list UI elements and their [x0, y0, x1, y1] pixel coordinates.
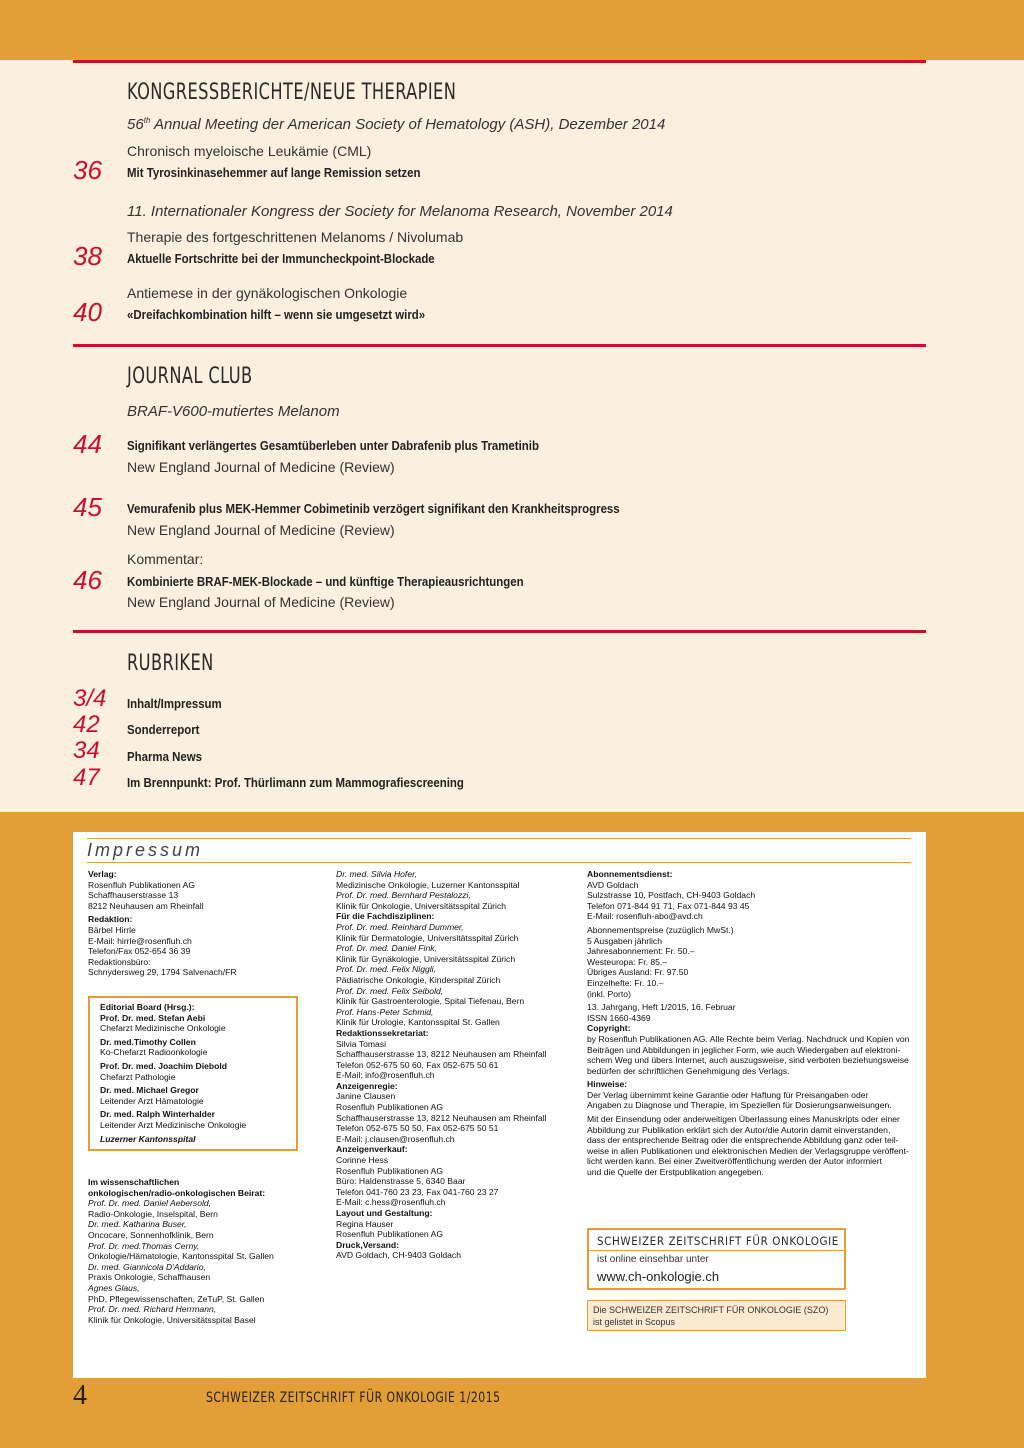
- board-member-role: Leitender Arzt Hämatologie: [100, 1095, 204, 1106]
- text-line: Telefon 041-760 23 23, Fax 041-760 23 27: [336, 1186, 499, 1197]
- person-affiliation: Pädiatrische Onkologie, Kinderspital Zürich: [336, 974, 501, 985]
- text-line: ist gelistet in Scopus: [593, 1317, 676, 1327]
- toc-article-title[interactable]: Kombinierte BRAF-MEK-Blockade – und künftige Therapieausrichtungen: [127, 574, 524, 589]
- email-link[interactable]: E-Mail: hirrle@rosenfluh.ch: [88, 935, 192, 946]
- toc-page-number[interactable]: 40: [73, 297, 102, 327]
- person-affiliation: Oncocare, Sonnenhofklinik, Bern: [88, 1229, 214, 1240]
- toc-article-title[interactable]: Vemurafenib plus MEK-Hemmer Cobimetinib verzögert signifikant den Krankheitsprogress: [127, 501, 620, 516]
- toc-page-number[interactable]: 45: [73, 492, 102, 522]
- person-name: Prof. Dr. med. Felix Niggli,: [336, 964, 436, 975]
- text-line: AVD Goldach, CH-9403 Goldach: [336, 1250, 461, 1261]
- person-name: Prof. Dr. med. Bernhard Pestalozzi,: [336, 890, 471, 901]
- text-line: Rosenfluh Publikationen AG: [336, 1102, 444, 1113]
- journal-footer: SCHWEIZER ZEITSCHRIFT FÜR ONKOLOGIE 1/2015: [206, 1390, 501, 1406]
- text-line: schem Weg und übers Internet, auch auszugsweise, sind verboten beziehungsweise: [587, 1055, 909, 1066]
- text-line: Schnydersweg 29, 1794 Salvenach/FR: [88, 967, 237, 978]
- text-line: Westeuropa: Fr. 85.–: [587, 956, 668, 967]
- text-line: Janine Clausen: [336, 1091, 396, 1102]
- board-member-role: Chefarzt Pathologie: [100, 1071, 176, 1082]
- impressum-column-1: [88, 869, 323, 978]
- person-name: Prof. Dr. med. Richard Herrmann,: [88, 1304, 217, 1315]
- toc-page-number[interactable]: 44: [73, 429, 102, 459]
- toc-source: New England Journal of Medicine (Review): [127, 522, 395, 538]
- section-title-journal-club: JOURNAL CLUB: [127, 364, 253, 389]
- email-link[interactable]: E-Mail: j.clausen@rosenfluh.ch: [336, 1133, 455, 1144]
- section-rule: [73, 60, 926, 63]
- email-link[interactable]: E-Mail: rosenfluh-abo@avd.ch: [587, 911, 703, 922]
- section-rule: [73, 344, 926, 347]
- section-title-rubriken: RUBRIKEN: [127, 651, 214, 676]
- person-name: Agnes Glaus,: [88, 1282, 140, 1293]
- person-name: Dr. med. Giannicola D'Addario,: [88, 1261, 206, 1272]
- person-name: Prof. Dr. med. Reinhard Dummer,: [336, 921, 464, 932]
- abonnement-heading: Abonnementsdienst:: [587, 869, 673, 879]
- toc-page-number[interactable]: 3/4: [73, 685, 107, 712]
- toc-source: New England Journal of Medicine (Review): [127, 594, 395, 610]
- layout-heading: Layout und Gestaltung:: [336, 1208, 433, 1218]
- meeting-ordinal: th: [143, 116, 151, 125]
- person-name: Prof. Dr. med. Daniel Fink,: [336, 943, 437, 954]
- toc-page-number[interactable]: 46: [73, 565, 102, 595]
- text-line: Angaben zu Diagnose und Therapie, im Speziellen für Dosierungsanweisungen.: [587, 1100, 892, 1111]
- text-line: Telefon 052-675 50 50, Fax 052-675 50 51: [336, 1123, 499, 1134]
- beirat-list: [88, 1177, 328, 1325]
- text-line: Der Verlag übernimmt keine Garantie oder Haftung für Preisangaben oder: [587, 1089, 869, 1100]
- toc-source: New England Journal of Medicine (Review): [127, 459, 395, 475]
- board-member-name: Dr. med. Ralph Winterhalder: [100, 1109, 216, 1120]
- text-line: licht werden kann. Bei einer Zweitveröffentlichung werden der Autor informiert: [587, 1156, 883, 1167]
- text-line: Beiträgen und Abbildungen in jeglicher Form, wie auch Wiedergaben auf elektroni-: [587, 1044, 901, 1055]
- text-line: AVD Goldach: [587, 879, 639, 890]
- person-affiliation: Praxis Onkologie, Schaffhausen: [88, 1272, 211, 1283]
- redaktion-heading: Redaktion:: [88, 914, 133, 925]
- impressum-column-2: [336, 869, 576, 1261]
- board-heading: Editorial Board (Hrsg.):: [100, 1002, 195, 1012]
- person-name: Dr. med. Silvia Hofer,: [336, 869, 417, 879]
- page-number: 4: [73, 1380, 87, 1411]
- fachdisziplinen-heading: Für die Fachdisziplinen:: [336, 911, 435, 922]
- impressum-top-rule: [87, 838, 911, 839]
- text-line: 8212 Neuhausen am Rheinfall: [88, 900, 204, 911]
- text-line: Telefon/Fax 052-654 36 39: [88, 946, 191, 957]
- text-line: Regina Hauser: [336, 1218, 394, 1229]
- toc-article-title[interactable]: «Dreifachkombination hilft – wenn sie umgesetzt wird»: [127, 307, 426, 322]
- online-box-note: ist online einsehbar unter: [597, 1254, 709, 1265]
- meeting-number: 56: [127, 116, 144, 133]
- text-line: Bärbel Hirrle: [88, 924, 136, 935]
- druck-heading: Druck,Versand:: [336, 1239, 400, 1250]
- text-line: bedürfen der schriftlichen Genehmigung des Verlags.: [587, 1065, 790, 1076]
- section-rule: [73, 630, 926, 633]
- text-line: by Rosenfluh Publikationen AG. Alle Rechte beim Verlag. Nachdruck und Kopien von: [587, 1033, 910, 1044]
- meeting-title: 11. Internationaler Kongress der Society for Melanoma Research, November 2014: [127, 203, 673, 220]
- toc-page-number[interactable]: 47: [73, 764, 100, 791]
- text-line: Abonnementspreise (zuzüglich MwSt.): [587, 924, 734, 935]
- online-box-title: SCHWEIZER ZEITSCHRIFT FÜR ONKOLOGIE: [597, 1234, 839, 1248]
- text-line: Büro: Haldenstrasse 5, 6340 Baar: [336, 1176, 466, 1187]
- impressum-panel: [73, 832, 926, 1378]
- toc-subtitle: Therapie des fortgeschrittenen Melanoms / Nivolumab: [127, 229, 464, 245]
- board-member-name: Dr. med.Timothy Collen: [100, 1036, 196, 1047]
- text-line: Mit der Einsendung oder anderweitigen Überlassung eines Manuskripts oder einer: [587, 1114, 900, 1125]
- board-member-name: Dr. med. Michael Gregor: [100, 1085, 199, 1096]
- editorial-board-box: [88, 996, 298, 1151]
- text-line: Übriges Ausland: Fr. 97.50: [587, 967, 689, 978]
- text-line: Telefon 052-675 50 60, Fax 052-675 50 61: [336, 1059, 499, 1070]
- hinweise-heading: Hinweise:: [587, 1079, 628, 1090]
- toc-article-title[interactable]: Pharma News: [127, 749, 203, 764]
- person-affiliation: Klinik für Gastroenterologie, Spital Tiefenau, Bern: [336, 996, 525, 1007]
- board-organisation: Luzerner Kantonsspital: [100, 1133, 196, 1144]
- toc-article-title[interactable]: Aktuelle Fortschritte bei der Immuncheckpoint-Blockade: [127, 251, 435, 266]
- board-member-name: Prof. Dr. med. Joachim Diebold: [100, 1060, 228, 1071]
- text-line: Einzelhefte: Fr. 10.–: [587, 977, 664, 988]
- board-member-name: Prof. Dr. med. Stefan Aebi: [100, 1012, 206, 1023]
- beirat-heading: onkologischen/radio-onkologischen Beirat:: [88, 1187, 266, 1198]
- anzeigenverkauf-heading: Anzeigenverkauf:: [336, 1144, 408, 1155]
- toc-article-title[interactable]: Im Brennpunkt: Prof. Thürlimann zum Mammografiescreening: [127, 775, 464, 790]
- board-member-role: Chefarzt Medizinische Onkologie: [100, 1023, 226, 1034]
- text-line: Redaktionsbüro:: [88, 956, 151, 967]
- person-affiliation: Klinik für Onkologie, Universitätsspital Basel: [88, 1314, 256, 1325]
- board-member-role: Leitender Arzt Medizinische Onkologie: [100, 1119, 247, 1130]
- toc-article-title[interactable]: Signifikant verlängertes Gesamtüberleben unter Dabrafenib plus Trametinib: [127, 438, 539, 453]
- journal-topic: BRAF-V600-mutiertes Melanom: [127, 403, 340, 420]
- person-name: Prof. Dr. med.Thomas Cerny,: [88, 1240, 200, 1251]
- sekretariat-heading: Redaktionssekretariat:: [336, 1027, 429, 1038]
- text-line: Schaffhauserstrasse 13: [88, 890, 179, 901]
- toc-page-number[interactable]: 34: [73, 737, 100, 764]
- person-name: Prof. Hans-Peter Schmid,: [336, 1006, 434, 1017]
- person-affiliation: Medizinische Onkologie, Luzerner Kantonsspital: [336, 879, 520, 890]
- copyright-heading: Copyright:: [587, 1023, 631, 1034]
- person-name: Prof. Dr. med. Felix Seibold,: [336, 985, 444, 996]
- text-line: (inkl. Porto): [587, 988, 631, 999]
- toc-page-number[interactable]: 36: [73, 155, 102, 185]
- toc-page-number[interactable]: 42: [73, 711, 100, 738]
- text-line: weise in allen Publikationen und elektronischen Medien der Verlagsgruppe veröffent-: [587, 1145, 909, 1156]
- person-affiliation: Radio-Onkologie, Inselspital, Bern: [88, 1208, 218, 1219]
- text-line: 5 Ausgaben jährlich: [587, 935, 663, 946]
- impressum-bottom-rule: [87, 862, 911, 863]
- online-box-divider: [589, 1250, 844, 1251]
- text-line: Rosenfluh Publikationen AG: [336, 1229, 444, 1240]
- text-line: Sulzstrasse 10, Postfach, CH-9403 Goldach: [587, 890, 756, 901]
- impressum-heading: Impressum: [87, 840, 204, 860]
- text-line: Abbildung zur Publikation erklärt sich der Autor/die Autorin damit einverstanden,: [587, 1124, 891, 1135]
- toc-subtitle: Chronisch myeloische Leukämie (CML): [127, 143, 372, 159]
- person-affiliation: Klinik für Onkologie, Universitätsspital Zürich: [336, 900, 507, 911]
- person-name: Dr. med. Katharina Buser,: [88, 1219, 187, 1230]
- person-affiliation: Klinik für Dermatologie, Universitätsspital Zürich: [336, 932, 519, 943]
- text-line: ISSN 1660-4369: [587, 1012, 651, 1023]
- online-box: [587, 1228, 846, 1290]
- text-line: Rosenfluh Publikationen AG: [336, 1165, 444, 1176]
- toc-subtitle: Kommentar:: [127, 551, 204, 567]
- text-line: Schaffhauserstrasse 13, 8212 Neuhausen am Rheinfall: [336, 1049, 547, 1060]
- text-line: Telefon 071-844 91 71, Fax 071-844 93 45: [587, 900, 750, 911]
- meeting-title: [127, 116, 665, 133]
- section-title-kongress: KONGRESSBERICHTE/NEUE THERAPIEN: [127, 80, 457, 105]
- person-affiliation: Onkologie/Hämatologie, Kantonsspital St. Gallen: [88, 1251, 274, 1262]
- toc-article-title[interactable]: Inhalt/Impressum: [127, 696, 222, 711]
- toc-subtitle: Antiemese in der gynäkologischen Onkologie: [127, 285, 408, 301]
- email-link[interactable]: E-Mail: c.hess@rosenfluh.ch: [336, 1197, 446, 1208]
- table-of-contents: [0, 60, 1024, 812]
- text-line: Silvia Tomasi: [336, 1038, 386, 1049]
- text-line: 13. Jahrgang, Heft 1/2015, 16. Februar: [587, 1002, 736, 1013]
- scopus-note: [587, 1300, 846, 1331]
- meeting-name: Annual Meeting der American Society of Hematology (ASH), Dezember 2014: [150, 116, 666, 133]
- anzeigenregie-heading: Anzeigenregie:: [336, 1080, 398, 1091]
- text-line: und die Quelle der Erstpublikation angegeben.: [587, 1167, 764, 1178]
- person-affiliation: Klinik für Gynäkologie, Universitätsspital Zürich: [336, 953, 516, 964]
- person-name: Prof. Dr. med. Daniel Aebersold,: [88, 1198, 212, 1209]
- impressum-column-3: [587, 869, 923, 1178]
- text-line: Rosenfluh Publikationen AG: [88, 879, 196, 890]
- person-affiliation: PhD, Pflegewissenschaften, ZeTuP, St. Gallen: [88, 1293, 265, 1304]
- website-link[interactable]: www.ch-onkologie.ch: [597, 1269, 720, 1284]
- email-link[interactable]: E-Mail: info@rosenfluh.ch: [336, 1070, 435, 1081]
- text-line: Corinne Hess: [336, 1155, 389, 1166]
- board-member-role: Ko-Chefarzt Radioonkologie: [100, 1047, 208, 1058]
- toc-article-title[interactable]: Mit Tyrosinkinasehemmer auf lange Remission setzen: [127, 165, 421, 180]
- text-line: Die SCHWEIZER ZEITSCHRIFT FÜR ONKOLOGIE (SZO): [593, 1305, 829, 1315]
- beirat-heading: Im wissenschaftlichen: [88, 1177, 180, 1187]
- verlag-heading: Verlag:: [88, 869, 117, 879]
- text-line: Jahresabonnement: Fr. 50.–: [587, 946, 695, 957]
- person-affiliation: Klinik für Urologie, Kantonsspital St. Gallen: [336, 1017, 500, 1028]
- text-line: Schaffhauserstrasse 13, 8212 Neuhausen am Rheinfall: [336, 1112, 547, 1123]
- toc-article-title[interactable]: Sonderreport: [127, 722, 200, 737]
- text-line: dass der entsprechende Beitrag oder die entsprechende Abbildung ganz oder teil-: [587, 1135, 899, 1146]
- toc-page-number[interactable]: 38: [73, 241, 102, 271]
